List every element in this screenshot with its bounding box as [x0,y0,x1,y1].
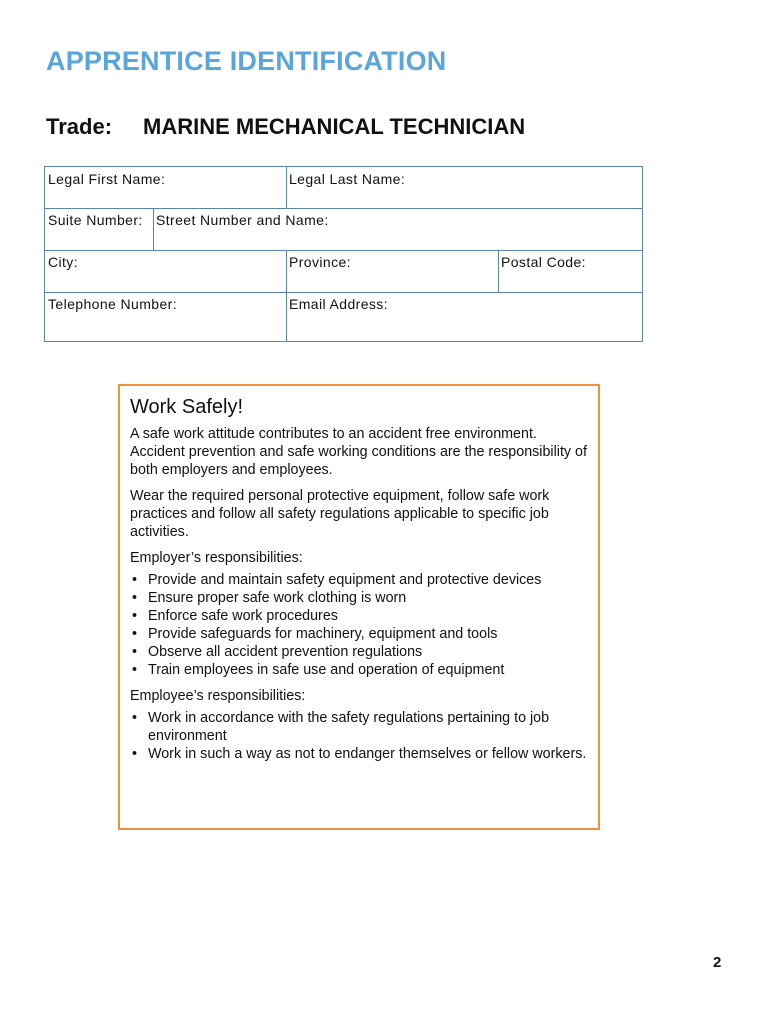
employer-responsibilities-list [130,571,588,679]
province-field[interactable] [286,250,498,292]
bullet-icon: • [132,644,138,660]
employee-responsibilities-list [130,709,588,763]
bullet-icon: • [132,608,138,624]
employee-responsibilities-heading: Employee’s responsibilities: [130,688,306,704]
province-label: Province: [289,254,351,270]
list-item: • Provide safeguards for machinery, equipment and tools [132,626,498,642]
bullet-icon: • [132,746,138,762]
legal-last-name-label: Legal Last Name: [289,171,406,187]
postal-code-field[interactable] [498,250,642,292]
list-item: • Train employees in safe use and operation of equipment [132,662,505,678]
email-field[interactable] [286,292,642,341]
postal-code-label: Postal Code: [501,254,586,270]
work-safely-heading: Work Safely! [130,396,243,418]
list-item: • Work in accordance with the safety regulations pertaining to job environment [132,710,550,744]
safety-paragraph: Wear the required personal protective equipment, follow safe work practices and follow all safety regulations applicable to specific job activities. [130,488,550,540]
trade-value: MARINE MECHANICAL TECHNICIAN [143,114,526,139]
list-item: • Work in such a way as not to endanger themselves or fellow workers. [132,746,587,762]
suite-number-label: Suite Number: [48,212,143,228]
identification-form-table [44,166,643,342]
bullet-icon: • [132,590,138,606]
page-title: APPRENTICE IDENTIFICATION [46,46,447,76]
work-safely-box [118,384,600,830]
trade-label: Trade: [46,114,113,139]
employer-responsibilities-heading: Employer’s responsibilities: [130,550,303,566]
email-label: Email Address: [289,296,388,312]
list-item: • Observe all accident prevention regulations [132,644,423,660]
city-field[interactable] [45,250,286,292]
suite-number-field[interactable] [45,208,153,250]
legal-first-name-label: Legal First Name: [48,171,166,187]
telephone-label: Telephone Number: [48,296,177,312]
page-number: 2 [713,954,722,971]
city-label: City: [48,254,78,270]
bullet-icon: • [132,662,138,678]
bullet-icon: • [132,626,138,642]
legal-last-name-field[interactable] [286,167,642,208]
bullet-icon: • [132,572,138,588]
list-item: • Ensure proper safe work clothing is worn [132,590,407,606]
list-item: • Provide and maintain safety equipment and protective devices [132,572,542,588]
safety-paragraph: A safe work attitude contributes to an accident free environment. Accident prevention and safe working conditions are the responsibility of both employers and employees. [130,426,587,478]
list-item: • Enforce safe work procedures [132,608,338,624]
legal-first-name-field[interactable] [45,167,286,208]
street-label: Street Number and Name: [156,212,329,228]
bullet-icon: • [132,710,138,726]
telephone-field[interactable] [45,292,286,341]
street-field[interactable] [153,208,642,250]
